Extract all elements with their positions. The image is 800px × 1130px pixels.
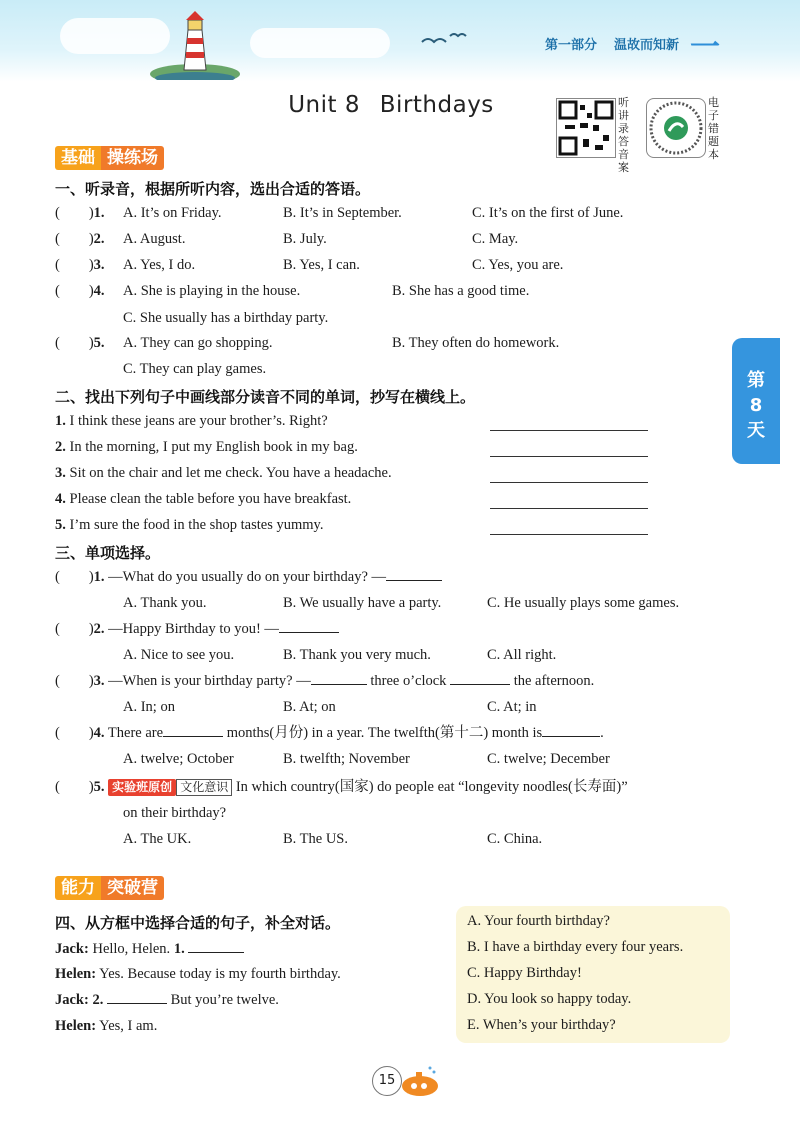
- item-text: I think these jeans are your brother’s. Right?: [69, 413, 328, 429]
- list-item: ( )1.: [55, 205, 105, 221]
- answer-blank[interactable]: [188, 952, 244, 953]
- answer-blank[interactable]: [450, 684, 510, 685]
- bird-icon: [420, 30, 470, 50]
- section-label: 第一部分: [545, 38, 598, 53]
- question-stem: —When is your birthday party? —: [108, 673, 311, 689]
- dialogue-text: Yes. Because today is my fourth birthday.: [99, 966, 341, 982]
- dialogue-text: Hello, Helen.: [92, 941, 171, 957]
- culture-badge: 文化意识: [176, 779, 232, 796]
- option-b[interactable]: B. It’s in September.: [283, 205, 402, 221]
- mini-program-code-icon: [647, 99, 705, 157]
- part4-heading: 四、从方框中选择合适的句子，补全对话。: [55, 914, 341, 932]
- answer-line[interactable]: [490, 430, 648, 431]
- question-number: 5.: [93, 335, 105, 351]
- item-text: Sit on the chair and let me check. You have a headache.: [69, 465, 392, 481]
- original-badge: 实验班原创: [108, 779, 176, 796]
- question-stem: —What do you usually do on your birthday? —: [108, 569, 387, 585]
- answer-blank[interactable]: [311, 684, 367, 685]
- option-b[interactable]: B. They often do homework.: [392, 335, 560, 351]
- tag-part-b: 突破营: [101, 876, 164, 900]
- section-mark: 一: [690, 30, 720, 65]
- item-number: 2.: [55, 439, 66, 455]
- option-b[interactable]: B. twelfth; November: [283, 751, 410, 767]
- day-tab: [732, 338, 780, 464]
- answer-line[interactable]: [490, 456, 648, 457]
- list-item: ( )3. —When is your birthday party? — three o’clock the afternoon.: [55, 673, 595, 689]
- answer-blank[interactable]: [386, 580, 442, 581]
- question-stem-continued: on their birthday?: [123, 805, 227, 821]
- list-item: ( )2.: [55, 231, 105, 247]
- dialogue-line: [55, 963, 341, 985]
- section-subtitle: 温故而知新: [614, 38, 680, 53]
- question-number: 1.: [93, 205, 105, 221]
- item-number: 4.: [55, 491, 66, 507]
- list-item: ( )5. 实验班原创 文化意识 In which country(国家) do people eat “longevity noodles(长寿面)”: [55, 779, 628, 795]
- answer-line[interactable]: [490, 482, 648, 483]
- item-number: 3.: [55, 465, 66, 481]
- option-b[interactable]: B. The US.: [283, 831, 348, 847]
- option-b[interactable]: B. At; on: [283, 699, 336, 715]
- question-number: 1.: [93, 569, 105, 585]
- header-banner: [0, 0, 800, 82]
- part1-heading: 一、听录音，根据所听内容，选出合适的答语。: [55, 180, 371, 198]
- speaker: Helen:: [55, 1018, 97, 1034]
- item-text: Please clean the table before you have breakfast.: [69, 491, 352, 507]
- question-number: 2.: [93, 231, 105, 247]
- list-item: ( )5.: [55, 335, 105, 351]
- section-tag-ability: [55, 876, 164, 900]
- option-a[interactable]: A. Nice to see you.: [123, 647, 235, 663]
- list-item: ( )3.: [55, 257, 105, 273]
- question-number: 5.: [93, 779, 105, 795]
- lighthouse-icon: [150, 8, 240, 80]
- question-stem: months(月份) in a year. The twelfth(第十二) month is: [226, 725, 543, 741]
- question-stem: —Happy Birthday to you! —: [108, 621, 279, 637]
- error-book-qr-code[interactable]: [646, 98, 706, 158]
- submarine-icon: [396, 1064, 442, 1100]
- option-a[interactable]: A. August.: [123, 231, 186, 247]
- option-b[interactable]: B. We usually have a party.: [283, 595, 442, 611]
- dialogue-text: Yes, I am.: [99, 1018, 158, 1034]
- question-number: 4.: [93, 725, 105, 741]
- question-stem: In which country(国家) do people eat “longevity noodles(长寿面)”: [235, 779, 628, 795]
- option-a[interactable]: A. twelve; October: [123, 751, 234, 767]
- answer-blank[interactable]: [163, 736, 223, 737]
- option-c[interactable]: C. China.: [487, 831, 543, 847]
- question-number: 3.: [93, 673, 105, 689]
- part3-heading: 三、单项选择。: [55, 544, 161, 562]
- option-a[interactable]: A. Yes, I do.: [123, 257, 196, 273]
- option-c[interactable]: C. They can play games.: [123, 361, 267, 377]
- answer-line[interactable]: [490, 534, 648, 535]
- answer-blank[interactable]: [107, 1003, 167, 1004]
- option-a[interactable]: A. In; on: [123, 699, 175, 715]
- dialogue-text: But you’re twelve.: [170, 992, 279, 1008]
- list-item: [55, 462, 392, 484]
- dialogue-line: [55, 1015, 157, 1037]
- list-item: ( )4.: [55, 283, 105, 299]
- blank-number: 2.: [92, 992, 104, 1008]
- item-text: I’m sure the food in the shop tastes yummy.: [69, 517, 324, 533]
- choice-item[interactable]: C. Happy Birthday!: [467, 965, 582, 981]
- option-b[interactable]: B. July.: [283, 231, 327, 247]
- question-stem: There are: [107, 725, 164, 741]
- option-a[interactable]: A. She is playing in the house.: [123, 283, 301, 299]
- answer-blank[interactable]: [279, 632, 339, 633]
- qr-label-error-book: 电子错题本: [708, 96, 719, 161]
- list-item: [55, 436, 358, 458]
- option-a[interactable]: A. The UK.: [123, 831, 192, 847]
- tag-part-b: 操练场: [101, 146, 164, 170]
- list-item: ( )1. —What do you usually do on your birthday? —: [55, 566, 442, 588]
- option-c[interactable]: C. At; in: [487, 699, 537, 715]
- list-item: ( )4. There are months(月份) in a year. The twelfth(第十二) month is .: [55, 725, 604, 741]
- option-a[interactable]: A. They can go shopping.: [123, 335, 273, 351]
- item-number: 1.: [55, 413, 66, 429]
- dialogue-line: [55, 938, 244, 960]
- dialogue-line: [55, 989, 279, 1011]
- choice-item[interactable]: D. You look so happy today.: [467, 991, 632, 1007]
- tag-part-a: 能力: [55, 876, 101, 900]
- option-c[interactable]: C. She usually has a birthday party.: [123, 310, 329, 326]
- option-a[interactable]: A. It’s on Friday.: [123, 205, 222, 221]
- question-stem: three o’clock: [370, 673, 447, 689]
- question-stem: .: [600, 725, 604, 741]
- choice-item[interactable]: E. When’s your birthday?: [467, 1017, 616, 1033]
- item-number: 5.: [55, 517, 66, 533]
- option-c[interactable]: C. May.: [472, 231, 519, 247]
- speaker: Helen:: [55, 966, 97, 982]
- speaker: Jack:: [55, 992, 89, 1008]
- cloud-decoration: [250, 28, 390, 58]
- choice-item[interactable]: A. Your fourth birthday?: [467, 913, 610, 929]
- choice-item[interactable]: B. I have a birthday every four years.: [467, 939, 684, 955]
- item-text: In the morning, I put my English book in my bag.: [69, 439, 358, 455]
- speaker: Jack:: [55, 941, 89, 957]
- tag-part-a: 基础: [55, 146, 101, 170]
- option-c[interactable]: C. twelve; December: [487, 751, 610, 767]
- question-number: 2.: [93, 621, 105, 637]
- option-c[interactable]: C. He usually plays some games.: [487, 595, 680, 611]
- question-stem: the afternoon.: [513, 673, 595, 689]
- option-a[interactable]: A. Thank you.: [123, 595, 207, 611]
- option-c[interactable]: C. It’s on the first of June.: [472, 205, 624, 221]
- unit-number: Unit 8: [288, 92, 360, 118]
- list-item: [55, 410, 328, 432]
- listening-qr-code[interactable]: [556, 98, 616, 158]
- option-b[interactable]: B. Yes, I can.: [283, 257, 360, 273]
- unit-name: Birthdays: [379, 92, 494, 118]
- list-item: [55, 488, 351, 510]
- answer-line[interactable]: [490, 508, 648, 509]
- option-c[interactable]: C. Yes, you are.: [472, 257, 564, 273]
- part2-heading: 二、找出下列句子中画线部分读音不同的单词，抄写在横线上。: [55, 388, 476, 406]
- list-item: ( )2. —Happy Birthday to you! —: [55, 618, 339, 640]
- question-number: 4.: [93, 283, 105, 299]
- option-b[interactable]: B. She has a good time.: [392, 283, 530, 299]
- option-b[interactable]: B. Thank you very much.: [283, 647, 431, 663]
- question-number: 3.: [93, 257, 105, 273]
- section-tag-basic: [55, 146, 164, 170]
- option-c[interactable]: C. All right.: [487, 647, 557, 663]
- list-item: [55, 514, 323, 536]
- qr-code-icon: [557, 99, 615, 157]
- answer-blank[interactable]: [542, 736, 600, 737]
- qr-label-listening: 听讲录答音案: [618, 96, 629, 174]
- day-tab-label: 第8天: [747, 370, 765, 441]
- page-number: 15: [372, 1066, 402, 1096]
- blank-number: 1.: [173, 941, 185, 957]
